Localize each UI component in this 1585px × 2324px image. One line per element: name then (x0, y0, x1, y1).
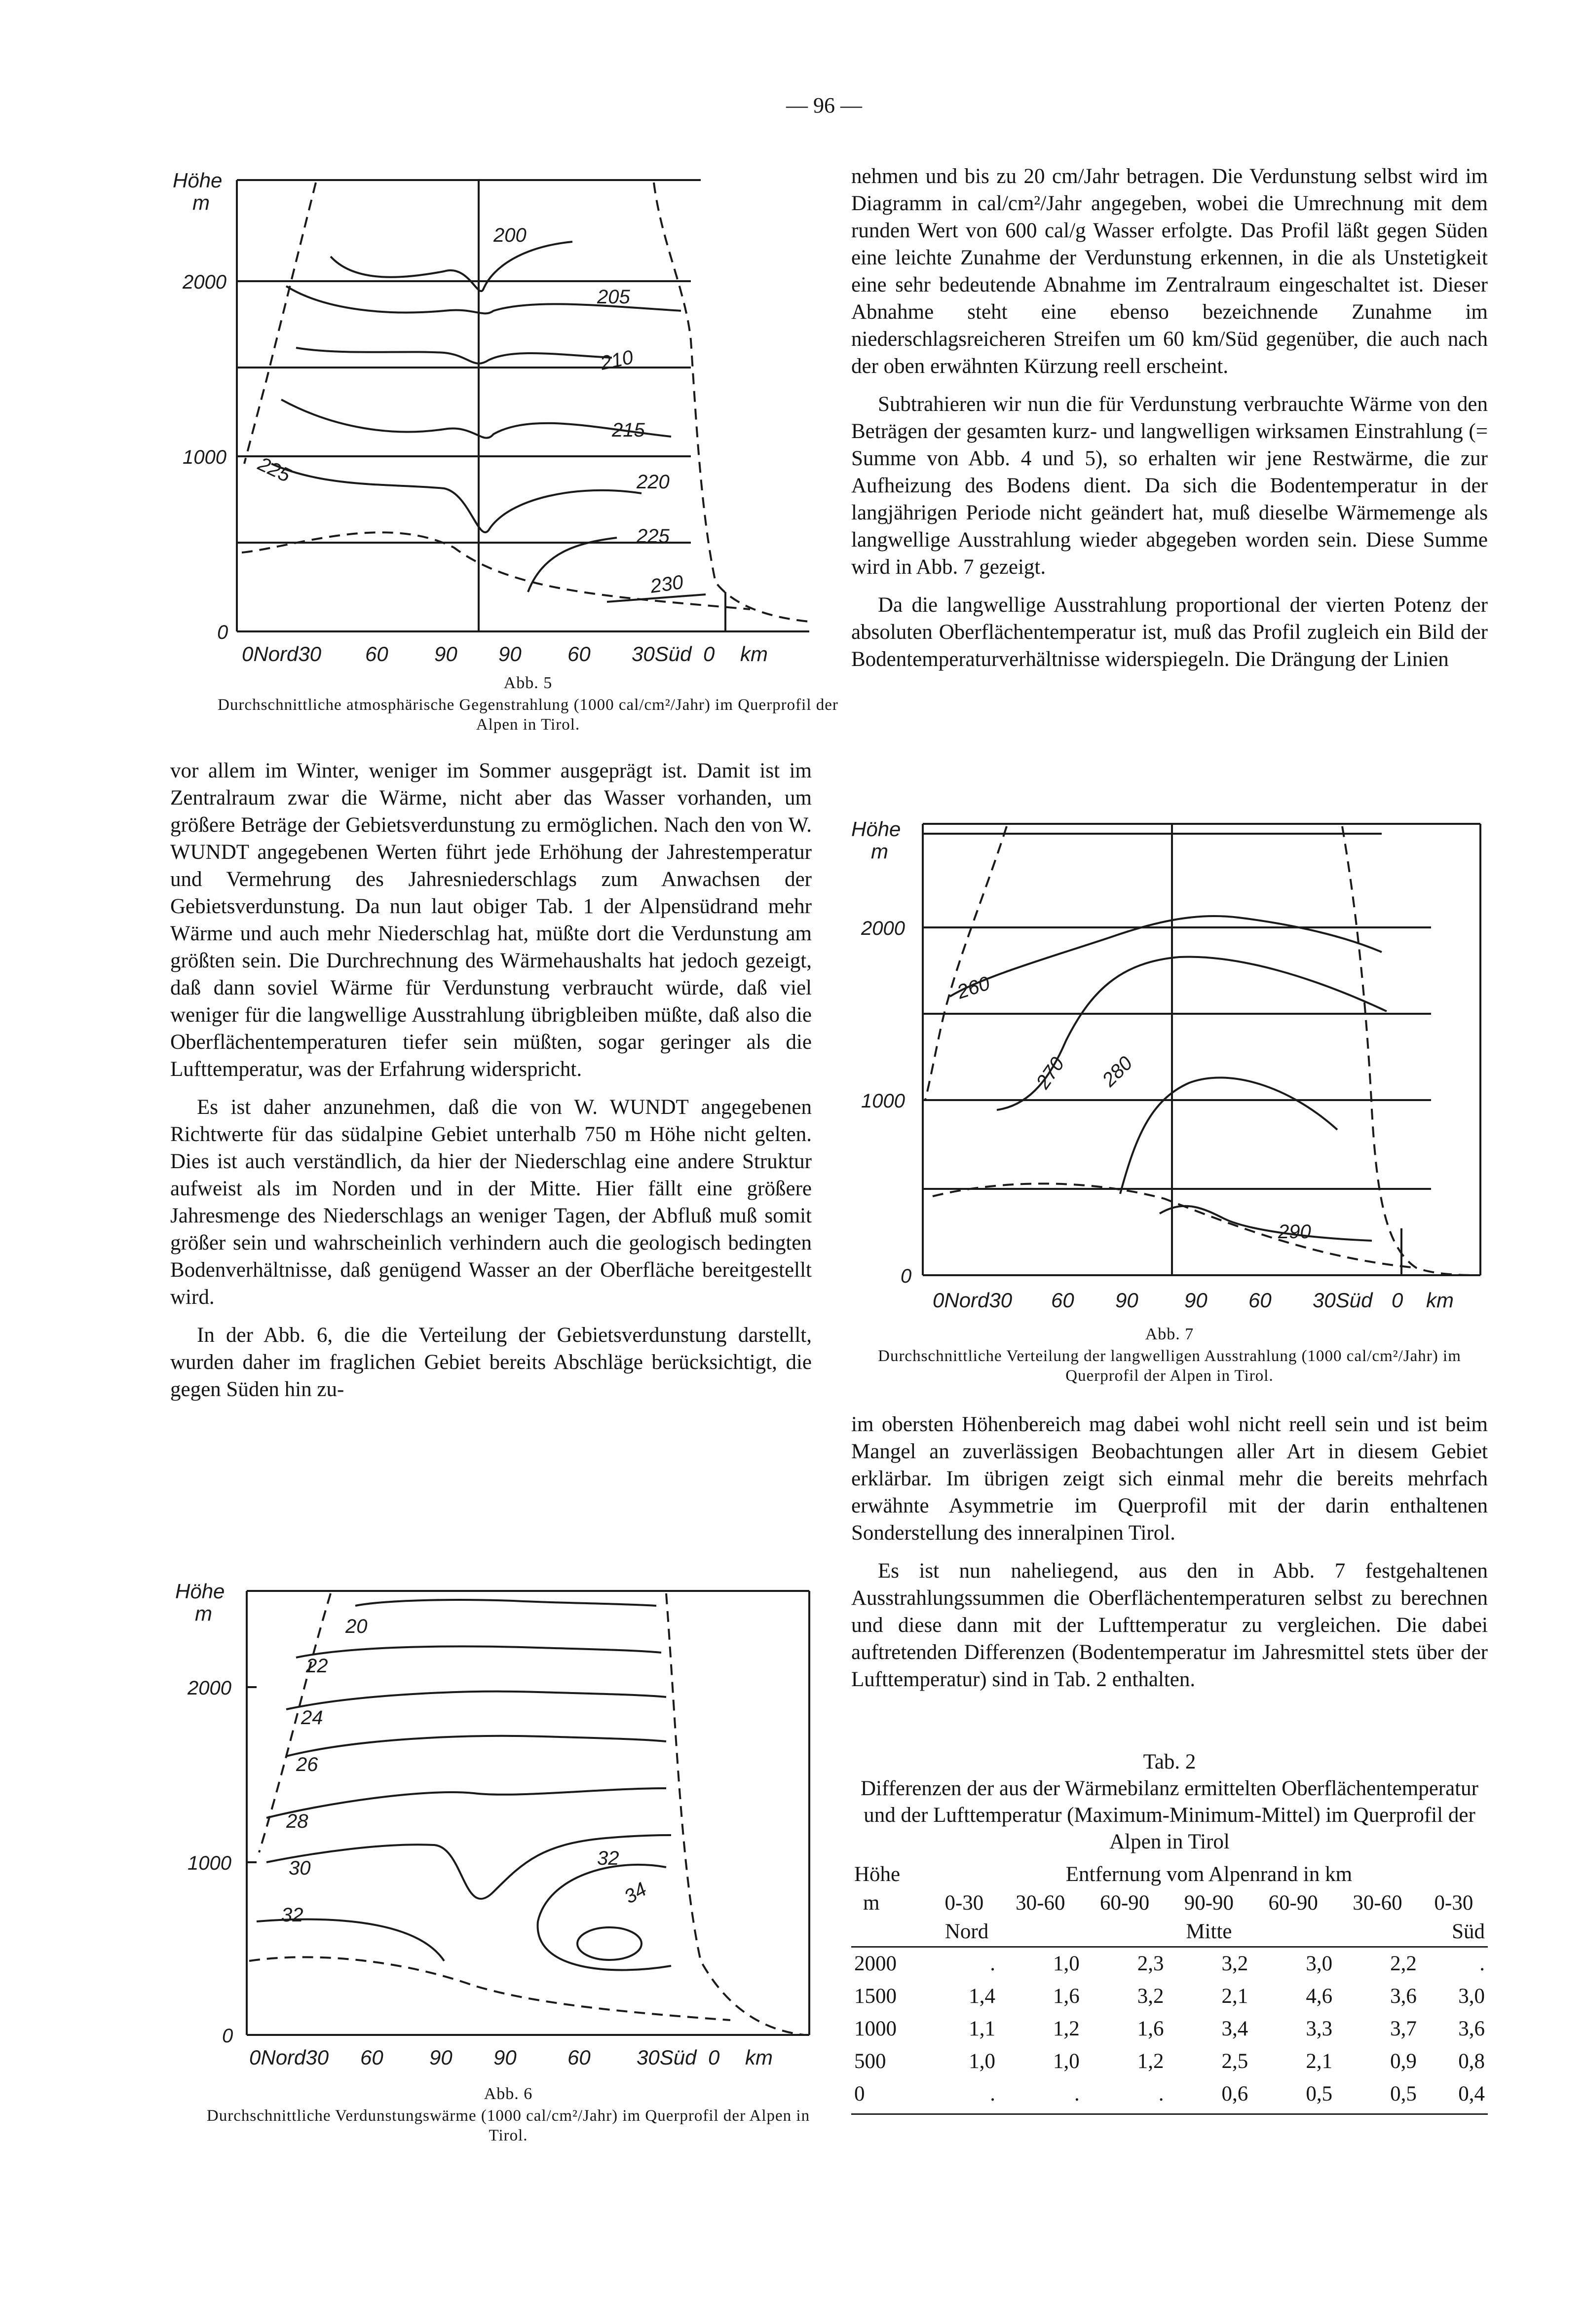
fig7-y-tick-1000: 1000 (861, 1090, 905, 1112)
figure-abb-5-chart (168, 168, 819, 671)
fig7-contour-label-3: 290 (1278, 1221, 1311, 1243)
fig6-contour-label-8: 34 (620, 1878, 651, 1908)
fig5-x-tick-4: 60 (567, 642, 591, 665)
fig7-x-tick-6: 0 (1392, 1289, 1403, 1312)
table-2-sub-nord: Nord (930, 1918, 1083, 1947)
fig6-x-tick-1: 60 (360, 2046, 383, 2069)
table-row (851, 1980, 1488, 2013)
fig5-boundary-north (244, 183, 316, 464)
fig7-y-tick-2000: 2000 (861, 918, 905, 939)
fig7-x-tick-7: km (1426, 1289, 1454, 1312)
table-2-col-header: 60-90 (1268, 1891, 1318, 1915)
fig7-x-tick-0: 0Nord30 (933, 1289, 1013, 1312)
table-2 (851, 1860, 1488, 2115)
figure-abb-6-caption-text: Durchschnittliche Verdunstungswärme (1000 cal/cm²/Jahr) im Querprofil der Alpen in Tirol. (206, 2107, 810, 2144)
fig6-contour-label-4: 28 (286, 1810, 308, 1832)
table-2-cell: 3,7 (1390, 2017, 1417, 2040)
fig6-contour-32-south (538, 1865, 671, 1970)
fig7-x-tick-1: 60 (1051, 1289, 1074, 1312)
table-2-cell: 0,4 (1458, 2082, 1485, 2105)
fig6-contour-28 (266, 1788, 666, 1818)
left-paragraph-1: vor allem im Winter, weniger im Sommer ausgeprägt ist. Damit ist im Zentralraum zwar die Wärme, nicht aber das Wasser vorhanden, um größere Beträge der Gebietsverdunstung zu ermöglichen. Nach den von W. WUNDT angegebenen Werten führt jede Erhöhung der Jahrestemperatur und Vermehrung des Jahresniederschlags zum Anwachsen der Gebietsverdunstung. Da nun laut obiger Tab. 1 der Alpensüdrand mehr Wärme und auch mehr Niederschlag hat, müßte dort die Verdunstung am größten sein. Die Durchrechnung des Wärmehaushalts hat jedoch gezeigt, daß dann soviel Wärme für Verdunstung verbraucht würde, daß viel weniger für die langwellige Ausstrahlung übrigbleiben müßte, daß also die Oberflächentemperaturen tiefer sein müßten, sogar geringer als die Lufttemperatur, was der Erfahrung widerspricht. (170, 759, 812, 1081)
table-2-cell: 1,6 (1053, 1985, 1080, 2008)
fig7-y-unit: m (871, 840, 888, 863)
fig5-x-tick-7: km (740, 642, 768, 665)
table-2-cell: . (990, 1952, 995, 1975)
figure-abb-7-number: Abb. 7 (1145, 1325, 1194, 1343)
table-2-cell: 0,5 (1390, 2082, 1417, 2105)
right-paragraph-4: im obersten Höhenbereich mag dabei wohl nicht reell sein und ist beim Mangel an zuverlässigen Beobachtungen aller Art in diesem Gebiet erklärbar. Im übrigen zeigt sich einmal mehr die bereits mehrfach erwähnte Asymmetrie im Querprofil mit der darin enthaltenen Sonderstellung des inneralpinen Tirol. (851, 1413, 1488, 1545)
fig6-boundary-south (666, 1593, 804, 2035)
fig6-contour-label-0: 20 (345, 1616, 368, 1637)
figure-abb-7 (844, 814, 1495, 1386)
table-2-title: Tab. 2 (1143, 1750, 1196, 1773)
table-2-cell: 2,3 (1137, 1952, 1164, 1975)
fig6-y-tick-2000: 2000 (188, 1677, 231, 1699)
fig7-contour-280 (1120, 1077, 1337, 1194)
table-2-block (851, 1749, 1488, 2115)
table-2-col-header: 90-90 (1184, 1891, 1234, 1915)
figure-abb-6-number: Abb. 6 (484, 2085, 533, 2103)
fig5-contour-220 (271, 464, 642, 532)
table-2-cell: 0,5 (1306, 2082, 1333, 2105)
fig6-contour-34 (577, 1927, 642, 1960)
table-row (851, 2045, 1488, 2078)
table-2-cell: 3,3 (1306, 2017, 1333, 2040)
fig6-x-tick-2: 90 (429, 2046, 453, 2069)
fig5-x-tick-3: 90 (498, 642, 522, 665)
fig6-contour-24 (286, 1692, 666, 1709)
figure-abb-6-caption (197, 2084, 819, 2145)
table-2-cell: 1,4 (969, 1985, 995, 2008)
fig6-x-tick-7: km (745, 2046, 773, 2069)
fig5-y-tick-1000: 1000 (183, 446, 226, 468)
fig5-x-tick-5: 30Süd (632, 642, 692, 665)
table-row (851, 2078, 1488, 2110)
table-2-cell: 1,0 (969, 2050, 995, 2073)
table-2-cell: 3,0 (1458, 1985, 1485, 2008)
right-paragraph-2: Subtrahieren wir nun die für Verdunstung verbrauchte Wärme von den Beträgen der gesamten kurz- und langwelligen wirksamen Einstrahlung (= Summe von Abb. 4 und 5), so erhalten wir jene Restwärme, die zur Aufheizung des Bodens dient. Da sich die Bodentemperatur in der langjährigen Periode nicht geändert hat, muß dieselbe Wärmemenge als langwellige Ausstrahlung wieder abgegeben worden sein. Diese Summe wird in Abb. 7 gezeigt. (851, 393, 1488, 579)
fig6-contour-label-1: 22 (306, 1655, 328, 1677)
right-paragraph-1: nehmen und bis zu 20 cm/Jahr betragen. Die Verdunstung selbst wird im Diagramm in cal/cm²/Jahr angegeben, wobei die Umrechnung mit dem runden Wert von 600 cal/g Wasser erfolgte. Das Profil läßt gegen Süden eine leichte Zunahme der Verdunstung erkennen, in die als Unstetigkeit eine sehr bedeutende Abnahme im Zentralraum eingeschaltet ist. Dieser Abnahme steht eine ebenso bezeichnende Zunahme im niederschlagsreicheren Streifen um 60 km/Süd gegenüber, die auch nach der oben erwähnten Kürzung reell erscheint. (851, 165, 1488, 378)
table-2-col-header: 60-90 (1099, 1891, 1150, 1915)
fig5-contour-label-6: 230 (649, 571, 685, 597)
table-2-header-hoehe: Höhe (854, 1863, 901, 1886)
fig5-contour-210 (296, 348, 612, 364)
table-2-cell: 1,0 (1053, 1952, 1080, 1975)
fig7-boundary-north (925, 826, 1007, 1100)
fig5-contour-label-7: 225 (255, 453, 294, 487)
table-2-cell: 4,6 (1306, 1985, 1333, 2008)
fig6-contour-label-7: 32 (597, 1847, 619, 1869)
fig6-y-label: Höhe (175, 1580, 225, 1603)
fig6-contour-label-5: 30 (289, 1857, 311, 1879)
figure-abb-6-chart (168, 1576, 819, 2069)
fig6-contour-22 (296, 1646, 661, 1658)
fig5-boundary-south (654, 183, 809, 622)
fig6-contour-label-6: 32 (281, 1904, 303, 1926)
fig5-contour-label-1: 205 (597, 286, 630, 308)
table-2-cell: . (1074, 2082, 1080, 2105)
fig5-y-label: Höhe (173, 169, 223, 192)
table-2-cell: 3,2 (1137, 1985, 1164, 2008)
fig6-x-tick-4: 60 (567, 2046, 591, 2069)
table-2-header-span: Entfernung vom Alpenrand in km (1065, 1863, 1353, 1886)
fig6-terrain-line (249, 1957, 730, 2020)
figure-abb-5-number: Abb. 5 (503, 674, 553, 692)
fig5-contour-label-0: 200 (493, 224, 527, 246)
table-2-cell: . (1479, 1952, 1485, 1975)
page-number: — 96 — (786, 93, 862, 117)
figure-abb-7-caption-text: Durchschnittliche Verteilung der langwelligen Ausstrahlung (1000 cal/cm²/Jahr) im Querprofil der Alpen in Tirol. (878, 1347, 1461, 1385)
fig6-contour-label-2: 24 (301, 1707, 323, 1729)
table-2-cell: 1,0 (1053, 2050, 1080, 2073)
right-column-top-text (851, 163, 1488, 684)
left-paragraph-3: In der Abb. 6, die die Verteilung der Gebietsverdunstung darstellt, wurden daher im fraglichen Gebiet bereits Abschläge berücksichtigt, die gegen Süden hin zu- (170, 1324, 812, 1401)
table-2-row-hoehe: 0 (854, 2082, 865, 2105)
fig6-x-tick-0: 0Nord30 (249, 2046, 329, 2069)
fig7-contour-270 (997, 957, 1387, 1110)
fig6-contour-20-top (355, 1600, 656, 1606)
table-2-cell: . (990, 2082, 995, 2105)
table-2-cell: 2,1 (1306, 2050, 1333, 2073)
table-2-col-header: 0-30 (944, 1891, 984, 1915)
right-column-middle-text (851, 1411, 1488, 1704)
table-2-cell: 3,4 (1221, 2017, 1248, 2040)
fig5-x-tick-0: 0Nord30 (242, 642, 322, 665)
table-2-cell: 1,2 (1137, 2050, 1164, 2073)
table-2-row-hoehe: 2000 (854, 1952, 897, 1975)
fig6-y-unit: m (195, 1602, 212, 1625)
fig7-boundary-south (1342, 826, 1480, 1275)
figure-abb-5 (168, 168, 838, 734)
table-2-col-header: 30-60 (1353, 1891, 1402, 1915)
fig6-contour-26 (286, 1736, 666, 1756)
left-column-text (170, 757, 812, 1414)
fig7-y-label: Höhe (851, 817, 901, 841)
table-2-cell: 2,5 (1221, 2050, 1248, 2073)
figure-abb-6 (168, 1576, 819, 2148)
table-2-row-hoehe: 500 (854, 2050, 886, 2073)
table-2-cell: 0,8 (1458, 2050, 1485, 2073)
fig5-contour-label-5: 225 (637, 525, 670, 547)
table-2-cell: 1,2 (1053, 2017, 1080, 2040)
table-row (851, 1947, 1488, 1981)
fig6-y-tick-0: 0 (222, 2025, 233, 2047)
figure-abb-7-caption (844, 1325, 1495, 1386)
right-paragraph-5: Es ist nun naheliegend, aus den in Abb. 7 festgehaltenen Ausstrahlungssummen die Oberflächentemperaturen selbst zu berechnen und diese dann mit der Lufttemperatur zu vergleichen. Die dabei auftretenden Differenzen (Bodentemperatur im Jahresmittel stets über der Lufttemperatur) sind in Tab. 2 enthalten. (851, 1559, 1488, 1691)
fig7-contour-label-0: 260 (954, 972, 993, 1003)
fig7-terrain-line (933, 1183, 1416, 1268)
fig5-contour-label-3: 215 (612, 419, 645, 441)
table-2-cell: 2,2 (1390, 1952, 1417, 1975)
table-2-cell: . (1158, 2082, 1164, 2105)
table-2-cell: 0,6 (1221, 2082, 1248, 2105)
table-2-col-header: 30-60 (1016, 1891, 1065, 1915)
fig7-contour-label-2: 280 (1098, 1052, 1137, 1091)
table-2-cell: 3,0 (1306, 1952, 1333, 1975)
table-2-cell: 3,2 (1221, 1952, 1248, 1975)
table-2-cell: 2,1 (1221, 1985, 1248, 2008)
table-2-cell: 1,1 (969, 2017, 995, 2040)
table-2-row-hoehe: 1000 (854, 2017, 897, 2040)
fig6-x-tick-5: 30Süd (637, 2046, 697, 2069)
fig5-x-tick-1: 60 (365, 642, 388, 665)
left-paragraph-2: Es ist daher anzunehmen, daß die von W. WUNDT angegebenen Richtwerte für das südalpine Gebiet unterhalb 750 m Höhe nicht gelten. Dies ist auch verständlich, da hier der Niederschlag eine andere Struktur aufweist als im Norden und in der Mitte. Hier fällt eine größere Jahresmenge des Niederschlags an weniger Tagen, der Abfluß muß somit größer sein und wahrscheinlich verhindern auch die geologisch bedingten Bodenverhältnisse, daß genügend Wasser an der Oberfläche bereitgestellt wird. (170, 1096, 812, 1309)
fig5-y-tick-2000: 2000 (183, 271, 226, 293)
figure-abb-7-chart (844, 814, 1495, 1312)
table-2-header-unit: m (863, 1891, 880, 1915)
right-paragraph-3: Da die langwellige Ausstrahlung proportional der vierten Potenz der absoluten Oberflächentemperatur ist, muß das Profil zugleich ein Bild der Bodentemperaturverhältnisse widerspiegeln. Die Drängung der Linien (851, 593, 1488, 671)
fig7-x-tick-4: 60 (1248, 1289, 1272, 1312)
fig5-y-tick-0: 0 (217, 622, 228, 643)
fig7-contour-label-1: 270 (1032, 1053, 1069, 1093)
fig7-y-tick-0: 0 (901, 1265, 912, 1287)
table-2-cell: 3,6 (1390, 1985, 1417, 2008)
table-row (851, 2013, 1488, 2045)
fig7-x-tick-2: 90 (1115, 1289, 1138, 1312)
fig6-x-tick-6: 0 (708, 2046, 720, 2069)
table-2-col-header: 0-30 (1434, 1891, 1473, 1915)
fig5-contour-label-4: 220 (637, 471, 670, 493)
figure-abb-5-caption-text: Durchschnittliche atmosphärische Gegenstrahlung (1000 cal/cm²/Jahr) im Querprofil der Alpen in Tirol. (218, 696, 838, 734)
figure-abb-5-caption (217, 673, 839, 735)
table-2-cell: 0,9 (1390, 2050, 1417, 2073)
fig7-x-tick-5: 30Süd (1313, 1289, 1373, 1312)
table-2-sub-mitte: Mitte (1083, 1918, 1335, 1947)
fig5-x-tick-2: 90 (434, 642, 457, 665)
table-2-cell: 1,6 (1137, 2017, 1164, 2040)
table-2-cell: 3,6 (1458, 2017, 1485, 2040)
table-2-sub-sued: Süd (1335, 1918, 1488, 1947)
table-2-row-hoehe: 1500 (854, 1985, 897, 2008)
fig6-x-tick-3: 90 (493, 2046, 517, 2069)
table-2-caption: Differenzen der aus der Wärmebilanz ermittelten Oberflächentemperatur und der Lufttemperatur (Maximum-Minimum-Mittel) im Querprofil der Alpen in Tirol (861, 1777, 1478, 1853)
fig5-x-tick-6: 0 (703, 642, 715, 665)
fig7-x-tick-3: 90 (1184, 1289, 1208, 1312)
fig6-y-tick-1000: 1000 (188, 1852, 231, 1874)
fig5-y-unit: m (192, 191, 210, 214)
fig5-contour-200 (331, 242, 572, 291)
fig6-contour-label-3: 26 (296, 1754, 318, 1775)
fig5-contour-label-2: 210 (598, 346, 636, 374)
